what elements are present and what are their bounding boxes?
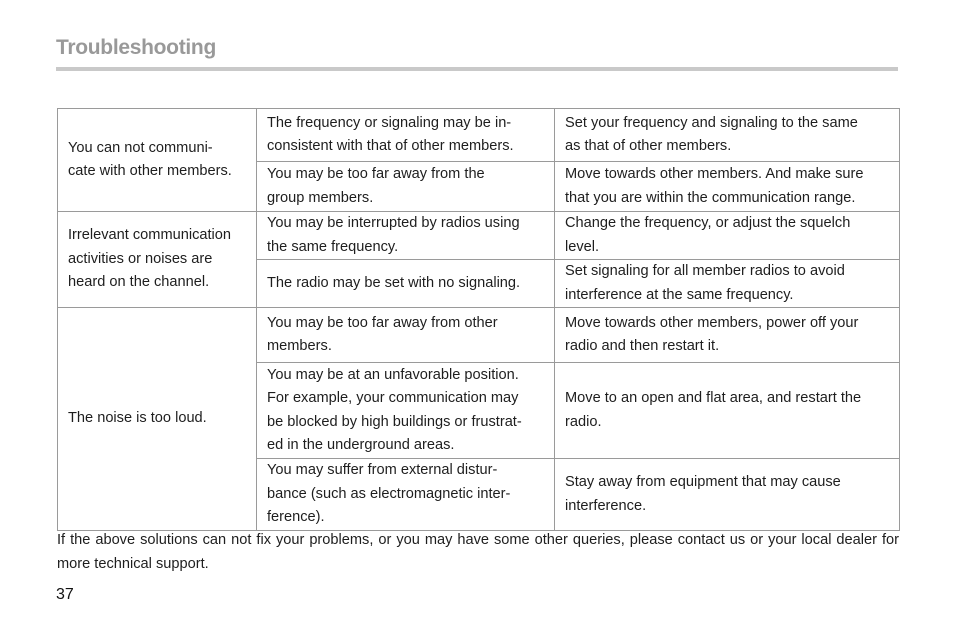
cause-text: You may be too far away from the group members.	[267, 166, 485, 206]
cause-cell	[257, 459, 555, 531]
problem-text: You can not communi- cate with other members.	[68, 139, 232, 179]
solution-text: Set signaling for all member radios to avoid interference at the same frequency.	[565, 263, 845, 303]
solution-cell	[555, 109, 900, 162]
cause-text: You may be at an unfavorable position. For example, your communication may be blocked by high buildings or frustrat- ed in the underground areas.	[267, 366, 522, 453]
solution-cell	[555, 308, 900, 363]
solution-text: Move towards other members, power off your radio and then restart it.	[565, 314, 859, 354]
solution-cell	[555, 162, 900, 212]
cause-text: The radio may be set with no signaling.	[267, 274, 521, 291]
cause-cell	[257, 212, 555, 260]
cause-text: You may be too far away from other members.	[267, 314, 498, 354]
table-row	[58, 109, 900, 162]
title-divider	[56, 67, 898, 71]
problem-text: The noise is too loud.	[68, 410, 207, 427]
cause-cell	[257, 308, 555, 363]
solution-cell	[555, 212, 900, 260]
cause-cell	[257, 260, 555, 308]
solution-cell	[555, 459, 900, 531]
problem-text: Irrelevant communication activities or noises are heard on the channel.	[68, 227, 232, 291]
table-row	[58, 308, 900, 363]
table-row	[58, 212, 900, 260]
solution-text: Move towards other members. And make sure that you are within the communication range.	[565, 166, 864, 206]
cause-text: You may suffer from external distur- bance (such as electromagnetic inter- ference).	[267, 462, 511, 526]
cause-cell	[257, 109, 555, 162]
cause-text: The frequency or signaling may be in- consistent with that of other members.	[267, 114, 514, 154]
page-title: Troubleshooting	[56, 36, 216, 59]
solution-cell	[555, 260, 900, 308]
solution-text: Stay away from equipment that may cause interference.	[565, 474, 841, 514]
solution-text: Move to an open and flat area, and restart the radio.	[565, 390, 862, 430]
page-number: 37	[56, 586, 74, 603]
support-note: If the above solutions can not fix your problems, or you may have some other queries, please contact us or your local dealer for more technical support.	[57, 532, 899, 572]
problem-cell	[58, 308, 257, 531]
troubleshooting-table	[57, 108, 900, 531]
problem-cell	[58, 109, 257, 212]
cause-cell	[257, 162, 555, 212]
solution-text: Set your frequency and signaling to the same as that of other members.	[565, 114, 858, 154]
cause-text: You may be interrupted by radios using the same frequency.	[267, 215, 520, 255]
problem-cell	[58, 212, 257, 308]
solution-text: Change the frequency, or adjust the squelch level.	[565, 215, 851, 255]
solution-cell	[555, 363, 900, 459]
cause-cell	[257, 363, 555, 459]
